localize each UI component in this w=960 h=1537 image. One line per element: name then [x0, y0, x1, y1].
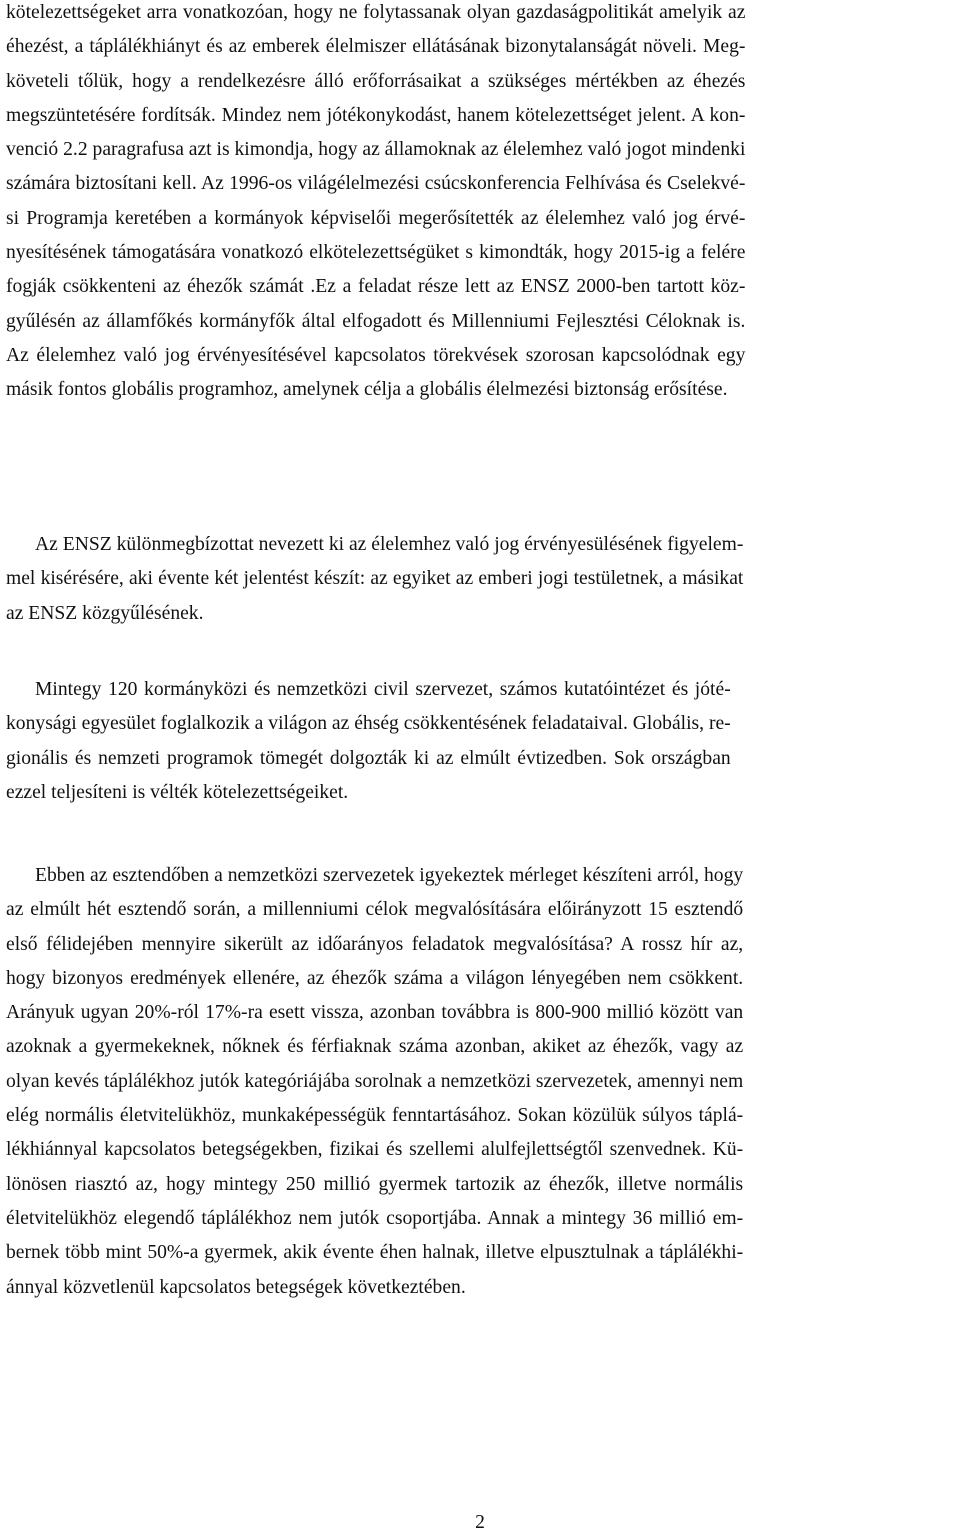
text-line: számára biztosítani kell. Az 1996-os világélelmezési csúcskonferencia Felhívása és Cselekvé- [6, 173, 746, 195]
text-line: kötelezettségeket arra vonatkozóan, hogy ne folytassanak olyan gazdaságpolitikát amelyik az [6, 2, 746, 23]
text-line: ánnyal közvetlenül kapcsolatos betegségek következtében. [6, 1276, 466, 1298]
paragraph-2 [6, 528, 743, 631]
text-line: olyan kevés táplálékhoz jutók kategóriájába sorolnak a nemzetközi szervezetek, amennyi nem [6, 1070, 744, 1092]
text-line: konysági egyesület foglalkozik a világon az éhség csökkentésének feladataival. Globális, re- [6, 713, 731, 735]
text-line: Az ENSZ különmegbízottat nevezett ki az élelemhez való jog érvényesülésének figyelem- [35, 534, 744, 555]
text-line: Arányuk ugyan 20%-ról 17%-ra esett vissza, azonban továbbra is 800-900 millió között van [6, 1002, 744, 1024]
text-line: Az élelemhez való jog érvényesítésével kapcsolatos törekvések szorosan kapcsolódnak egy [6, 344, 746, 366]
text-line: az elmúlt hét esztendő során, a millenniumi célok megvalósítására előirányzott 15 esztendő [6, 899, 744, 921]
text-line: gyűlésén az államfőkés kormányfők által elfogadott és Millenniumi Fejlesztési Céloknak is. [6, 310, 746, 332]
text-line: fogják csökkenteni az éhezők számát .Ez a feladat része lett az ENSZ 2000-ben tartott köz- [6, 276, 746, 298]
text-line: mel kisérésére, aki évente két jelentést készít: az egyiket az emberi jogi testületnek, a másikat [6, 568, 744, 590]
text-line: lékhiánnyal kapcsolatos betegségekben, fizikai és szellemi alulfejlettségtől szenvednek. Kü- [6, 1139, 744, 1161]
text-line: első félidejében mennyire sikerült az időarányos feladatok megvalósítása? A rossz hír az, [6, 933, 744, 955]
text-line: hogy bizonyos eredmények ellenére, az éhezők száma a világon lényegében nem csökkent. [6, 967, 744, 989]
text-line: nyesítésének támogatására vonatkozó elkötelezettségüket s kimondták, hogy 2015-ig a felére [6, 242, 746, 264]
text-line: az ENSZ közgyűlésének. [6, 602, 204, 624]
text-line: életvitelükhöz elegendő táplálékhoz nem jutók csoportjába. Annak a mintegy 36 millió em- [6, 1207, 744, 1229]
text-line: Mintegy 120 kormányközi és nemzetközi civil szervezet, számos kutatóintézet és jóté- [35, 679, 731, 700]
paragraph-3 [6, 673, 731, 810]
text-line: bernek több mint 50%-a gyermek, akik évente éhen halnak, illetve elpusztulnak a táplálékhi- [6, 1242, 744, 1264]
text-line: éhezést, a táplálékhiányt és az emberek élelmiszer ellátásának bizonytalanságát növeli. Meg- [6, 36, 746, 58]
text-line: elég normális életvitelükhöz, munkaképességük fenntartásához. Sokan közülük súlyos táplá- [6, 1105, 744, 1127]
page-number: 2 [475, 1512, 485, 1533]
paragraph-1 [6, 0, 745, 408]
text-line: követeli tőlük, hogy a rendelkezésre álló erőforrásaikat a szükséges mértékben az éhezés [6, 70, 746, 92]
text-line: ezzel teljesíteni is vélték kötelezettségeiket. [6, 781, 349, 803]
text-line: megszüntetésére fordítsák. Mindez nem jótékonykodást, hanem kötelezettséget jelent. A kon- [6, 104, 746, 126]
paragraph-4 [6, 859, 743, 1305]
text-line: lönösen riasztó az, hogy mintegy 250 millió gyermek tartozik az éhezők, illetve normális [6, 1173, 744, 1195]
text-line: azoknak a gyermekeknek, nőknek és férfiaknak száma azonban, akiket az éhezők, vagy az [6, 1036, 744, 1058]
text-line: si Programja keretében a kormányok képviselői megerősítették az élelemhez való jog érvé- [6, 207, 746, 229]
text-line: másik fontos globális programhoz, amelynek célja a globális élelmezési biztonság erősítése. [6, 379, 728, 401]
text-line: gionális és nemzeti programok tömegét dolgozták ki az elmúlt évtizedben. Sok országban [6, 747, 731, 769]
text-line: venció 2.2 paragrafusa azt is kimondja, hogy az államoknak az élelemhez való jogot mindenki [6, 139, 746, 161]
text-line: Ebben az esztendőben a nemzetközi szervezetek igyekeztek mérleget készíteni arról, hogy [35, 865, 744, 886]
